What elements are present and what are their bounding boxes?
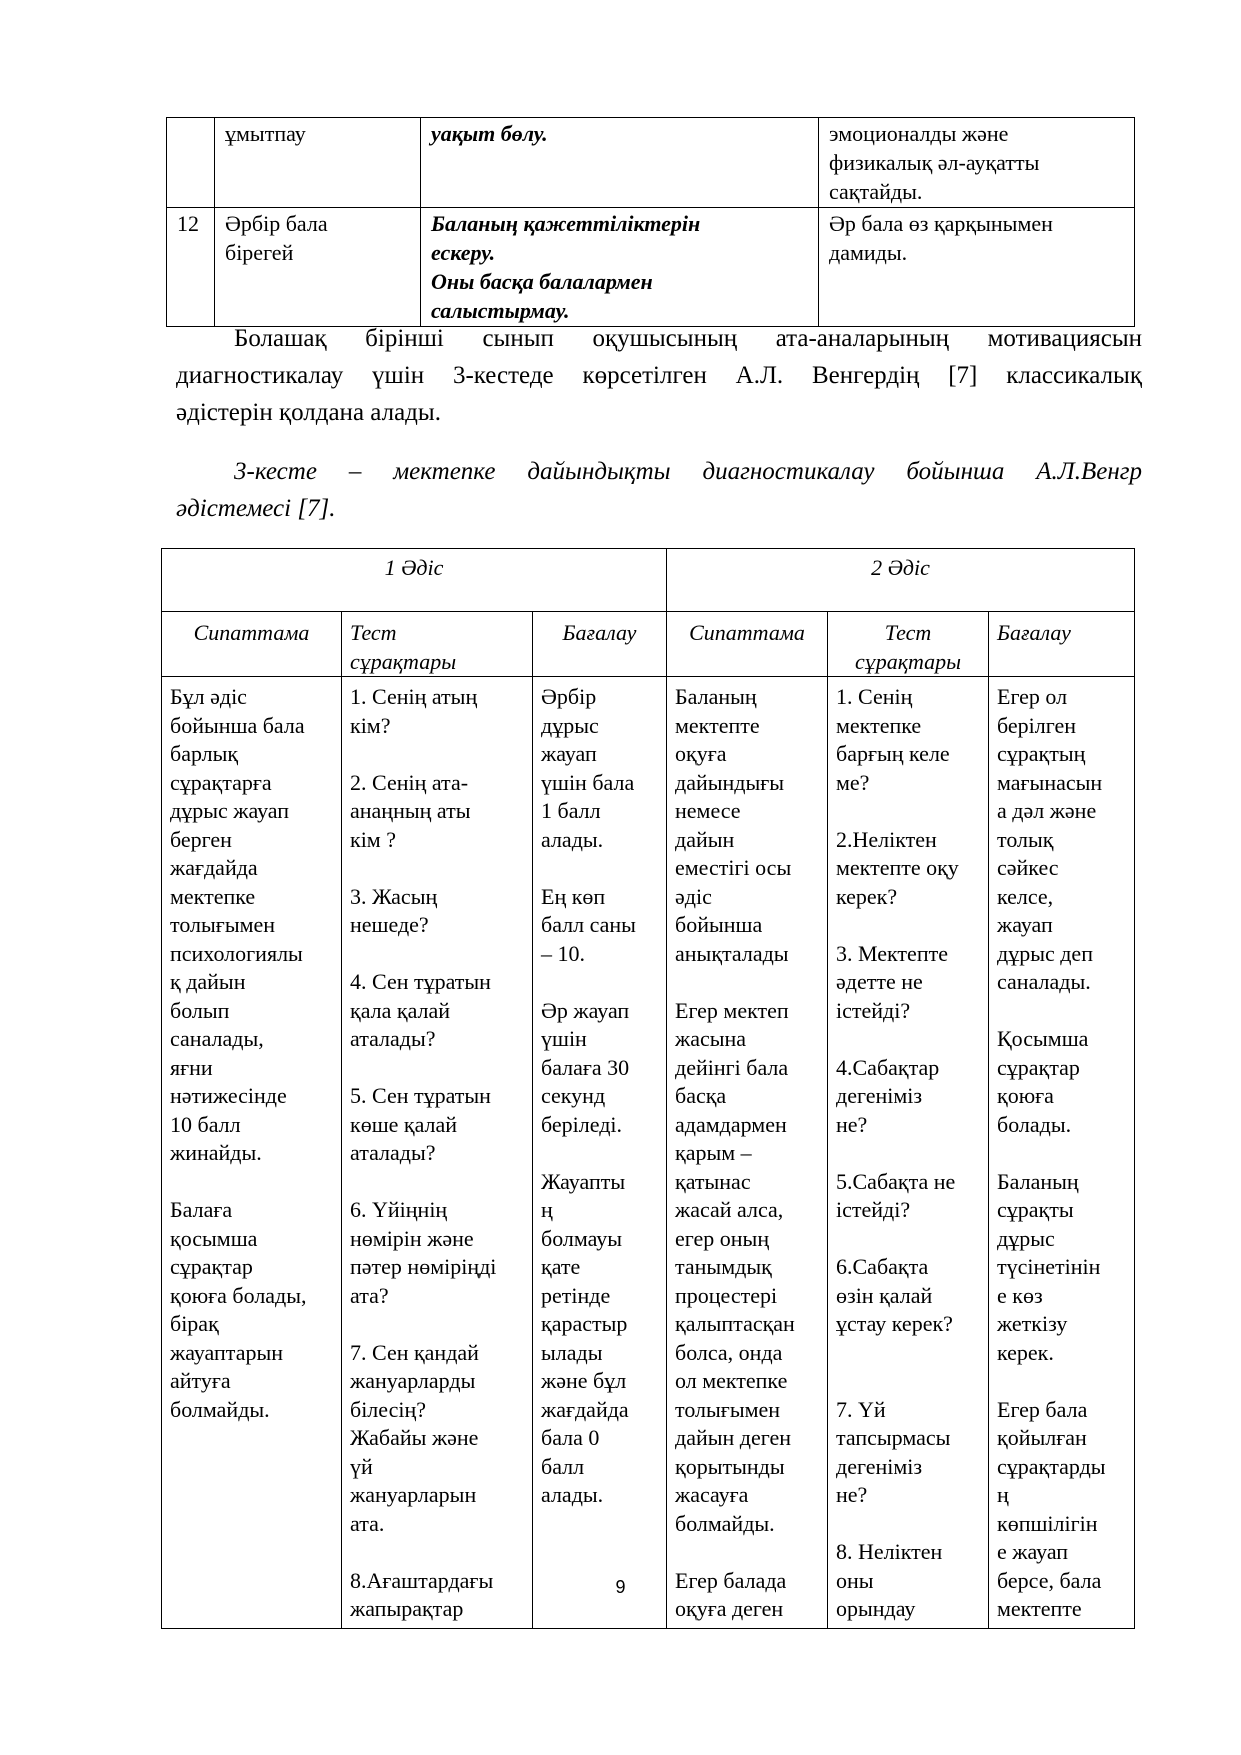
- cell-line: болады.: [997, 1111, 1072, 1137]
- cell-line: [997, 1139, 1126, 1168]
- result-cell: Әр бала өз қарқынымен дамиды.: [819, 208, 1135, 327]
- cell-line: балаға 30: [541, 1054, 630, 1080]
- action-cell: уақыт бөлу.: [421, 118, 819, 208]
- method-2-heading: 2 Әдіс: [667, 549, 1135, 612]
- cell-line: қ дайын: [170, 969, 246, 994]
- cell-line: [675, 968, 819, 997]
- cell-line: ол мектепке: [675, 1368, 788, 1393]
- cell-line: саналады,: [170, 1026, 264, 1051]
- header-row: [162, 612, 1135, 677]
- cell-line: – 10.: [541, 940, 585, 966]
- principle-cell: ұмытпау: [215, 118, 421, 208]
- cell-line: қарастыр: [541, 1311, 628, 1336]
- cell-line: сұрақтың: [997, 741, 1086, 766]
- cell-line: Әр жауап: [541, 997, 630, 1023]
- cell-line: қарым –: [675, 1140, 752, 1165]
- cell-line: 2.Неліктен: [836, 826, 937, 852]
- cell-line: толығымен: [675, 1396, 781, 1422]
- cell-line: Егер бала: [997, 1396, 1088, 1422]
- cell-line: [836, 911, 980, 940]
- cell-line: дұрыс: [997, 1225, 1055, 1251]
- cell-line: Егер балада: [675, 1567, 787, 1593]
- cell-line: [350, 740, 524, 769]
- cell-line: нешеде?: [350, 912, 429, 937]
- cell-line: көпшілігін: [997, 1510, 1098, 1536]
- cell-line: жинайды.: [170, 1140, 262, 1165]
- cell-line: психологиялы: [170, 940, 303, 966]
- cell-line: ме?: [836, 769, 870, 795]
- cell-line: сұрақтар: [997, 1054, 1080, 1080]
- cell-line: көше қалай: [350, 1111, 458, 1137]
- cell-line: бойынша: [675, 912, 763, 937]
- cell-line: Жабайы және: [350, 1425, 479, 1450]
- cell-line: өзін қалай: [836, 1282, 933, 1308]
- cell-line: жасына: [675, 1026, 747, 1051]
- cell-line: Баланың: [997, 1168, 1079, 1194]
- cell-line: Егер мектеп: [675, 997, 789, 1023]
- cell-line: қоюға: [997, 1083, 1054, 1108]
- cell-line: берген: [170, 826, 232, 852]
- cell-line: қойылған: [997, 1425, 1087, 1450]
- cell-line: [836, 1139, 980, 1168]
- cell-line: пәтер нөміріңді: [350, 1254, 497, 1279]
- description-cell: [162, 677, 342, 1629]
- cell-line: үшін: [541, 1026, 587, 1051]
- cell-line: оны: [836, 1567, 874, 1593]
- cell-line: [350, 1310, 524, 1339]
- column-header: Бағалау: [533, 612, 667, 677]
- cell-line: 6.Сабақта: [836, 1254, 929, 1279]
- assessment-cell: [989, 677, 1135, 1629]
- cell-line: берсе, бала: [997, 1567, 1102, 1593]
- cell-line: процестері: [675, 1282, 778, 1308]
- cell-line: үшін бала: [541, 769, 635, 795]
- cell-line: кім?: [350, 712, 391, 738]
- cell-line: болмайды.: [170, 1396, 270, 1422]
- cell-line: егер оның: [675, 1225, 770, 1251]
- cell-line: түсінетінін: [997, 1254, 1101, 1279]
- cell-line: танымдық: [675, 1254, 772, 1279]
- cell-line: қала қалай: [350, 997, 451, 1023]
- cell-line: не?: [836, 1111, 868, 1137]
- cell-line: секунд: [541, 1083, 606, 1108]
- cell-line: қате: [541, 1254, 581, 1279]
- cell-line: сұрақтарды: [997, 1453, 1106, 1479]
- cell-line: әдіс: [675, 883, 712, 909]
- cell-line: Бұл әдіс: [170, 684, 247, 709]
- page-number: 9: [615, 1577, 626, 1597]
- column-header: Тест сұрақтары: [342, 612, 533, 677]
- cell-line: дейінгі бала: [675, 1054, 789, 1080]
- cell-line: Балаға: [170, 1197, 233, 1222]
- cell-line: 8.Ағаштардағы: [350, 1567, 494, 1593]
- cell-line: е көз: [997, 1282, 1043, 1308]
- cell-line: жауап: [997, 912, 1053, 937]
- cell-line: басқа: [675, 1083, 727, 1108]
- cell-line: [350, 1054, 524, 1083]
- cell-line: 7. Үй: [836, 1396, 886, 1422]
- cell-line: жауаптарын: [170, 1339, 284, 1365]
- cell-line: қалыптасқан: [675, 1311, 795, 1336]
- test-questions-cell: [828, 677, 989, 1629]
- cell-line: 1 балл: [541, 798, 601, 823]
- cell-line: Әрбір: [541, 684, 597, 709]
- cell-line: [350, 940, 524, 969]
- cell-line: [997, 997, 1126, 1026]
- cell-line: келсе,: [997, 883, 1054, 909]
- result-cell: эмоционалды және физикалық әл-ауқатты сақтайды.: [819, 118, 1135, 208]
- cell-line: барғың келе: [836, 741, 950, 766]
- principle-cell: Әрбір бала бірегей: [215, 208, 421, 327]
- cell-line: сұрақтар: [170, 1254, 253, 1279]
- cell-line: анаңның аты: [350, 798, 471, 823]
- table-row: [167, 208, 1135, 327]
- cell-line: істейді?: [836, 997, 911, 1023]
- cell-line: [997, 1367, 1126, 1396]
- cell-line: ң: [541, 1197, 553, 1222]
- cell-line: бала 0: [541, 1425, 600, 1450]
- cell-line: және бұл: [541, 1368, 627, 1393]
- cell-line: дайын: [675, 826, 735, 852]
- cell-line: [836, 797, 980, 826]
- body-paragraph: Болашақ бірінші сынып оқушысының ата-аналарының мотивациясын диагностикалау үшін 3-кестеде көрсетілген А.Л. Венгердің [7] классикалық әдістерін қолдана алады.: [176, 325, 1142, 426]
- column-header: Сипаттама: [667, 612, 828, 677]
- cell-line: ылады: [541, 1339, 603, 1365]
- cell-line: [836, 1510, 980, 1539]
- cell-line: 6. Үйіңнің: [350, 1197, 448, 1222]
- cell-line: [541, 1139, 658, 1168]
- cell-line: алады.: [541, 826, 604, 852]
- cell-line: 10 балл: [170, 1111, 241, 1137]
- cell-line: анықталады: [675, 940, 789, 966]
- cell-line: [350, 854, 524, 883]
- cell-line: 1. Сенің атың: [350, 684, 478, 709]
- action-cell: Баланың қажеттіліктерін ескеру. Оны басқа балалармен салыстырмау.: [421, 208, 819, 327]
- cell-line: аталады?: [350, 1026, 436, 1051]
- cell-line: үй: [350, 1453, 373, 1479]
- cell-line: [836, 1225, 980, 1254]
- method-1-heading: 1 Әдіс: [162, 549, 667, 612]
- cell-line: қоюға болады,: [170, 1282, 307, 1308]
- cell-line: беріледі.: [541, 1111, 623, 1137]
- cell-line: дегеніміз: [836, 1453, 923, 1479]
- cell-line: 8. Неліктен: [836, 1539, 943, 1564]
- cell-line: немесе: [675, 798, 741, 823]
- cell-line: болмауы: [541, 1225, 623, 1251]
- cell-line: яғни: [170, 1054, 213, 1080]
- cell-line: а дәл және: [997, 798, 1097, 823]
- cell-line: нәтижесінде: [170, 1083, 287, 1108]
- cell-line: не?: [836, 1482, 868, 1507]
- cell-line: мектепте: [997, 1596, 1082, 1621]
- cell-line: [170, 1168, 333, 1197]
- cell-line: 5. Сен тұратын: [350, 1083, 491, 1108]
- table-row: [167, 118, 1135, 208]
- cell-line: [836, 1025, 980, 1054]
- cell-line: білесің?: [350, 1396, 427, 1422]
- cell-line: жағдайда: [170, 855, 258, 880]
- cell-line: сұрақты: [997, 1197, 1074, 1222]
- cell-line: қорытынды: [675, 1453, 785, 1479]
- cell-line: дұрыс: [541, 712, 599, 738]
- cell-line: әдетте не: [836, 969, 923, 994]
- cell-line: [675, 1538, 819, 1567]
- cell-line: толық: [997, 826, 1054, 852]
- cell-line: [836, 1339, 980, 1368]
- cell-line: 2. Сенің ата-: [350, 769, 469, 795]
- cell-line: айтуға: [170, 1368, 231, 1393]
- cell-line: дегеніміз: [836, 1083, 923, 1108]
- cell-line: ата.: [350, 1510, 385, 1536]
- cell-line: [350, 1168, 524, 1197]
- cell-line: ұстау керек?: [836, 1311, 953, 1336]
- cell-line: саналады.: [997, 969, 1091, 994]
- cell-line: қатынас: [675, 1168, 751, 1194]
- cell-line: аталады?: [350, 1140, 436, 1165]
- cell-line: жасай алса,: [675, 1197, 784, 1222]
- cell-line: мектепте: [675, 712, 760, 738]
- cell-line: мектепте оқу: [836, 855, 959, 880]
- cell-line: алады.: [541, 1482, 604, 1507]
- cell-line: керек.: [997, 1339, 1054, 1365]
- cell-line: бірақ: [170, 1311, 219, 1336]
- cell-line: Қосымша: [997, 1026, 1089, 1051]
- cell-line: ата?: [350, 1282, 389, 1308]
- cell-line: 3. Жасың: [350, 883, 438, 909]
- cell-line: балл саны: [541, 912, 636, 937]
- cell-line: қосымша: [170, 1225, 258, 1251]
- cell-line: [836, 1367, 980, 1396]
- table-row: [162, 677, 1135, 1629]
- cell-line: Ең көп: [541, 883, 606, 909]
- cell-line: болып: [170, 997, 230, 1023]
- cell-line: мектепке: [170, 883, 256, 909]
- cell-line: орындау: [836, 1596, 916, 1621]
- cell-line: 4. Сен тұратын: [350, 969, 491, 994]
- description-cell: [667, 677, 828, 1629]
- cell-line: Баланың: [675, 684, 757, 709]
- cell-line: оқуға деген: [675, 1596, 784, 1621]
- cell-line: дұрыс деп: [997, 940, 1093, 966]
- cell-line: 5.Сабақта не: [836, 1168, 956, 1194]
- column-header: Сипаттама: [162, 612, 342, 677]
- cell-line: керек?: [836, 883, 898, 909]
- test-questions-cell: [342, 677, 533, 1629]
- cell-line: адамдармен: [675, 1111, 787, 1137]
- cell-line: болса, онда: [675, 1339, 783, 1365]
- cell-line: дайын деген: [675, 1425, 792, 1450]
- cell-line: 3. Мектепте: [836, 940, 948, 966]
- cell-line: бойынша бала: [170, 712, 305, 738]
- cell-line: ретінде: [541, 1282, 611, 1308]
- cell-line: жауап: [541, 741, 597, 766]
- venger-methods-table: [161, 548, 1135, 1629]
- cell-line: оқуға: [675, 741, 727, 766]
- continuation-table: [166, 117, 1135, 327]
- column-header: Тест сұрақтары: [828, 612, 989, 677]
- cell-line: 7. Сен қандай: [350, 1339, 479, 1365]
- cell-line: ң: [997, 1482, 1009, 1507]
- cell-line: балл: [541, 1453, 585, 1479]
- cell-line: [541, 854, 658, 883]
- cell-line: [350, 1538, 524, 1567]
- table-caption: 3-кесте – мектепке дайындықты диагностикалау бойынша А.Л.Венгр әдістемесі [7].: [176, 458, 1142, 522]
- cell-line: е жауап: [997, 1539, 1069, 1564]
- cell-line: [541, 968, 658, 997]
- cell-line: жануарларын: [350, 1482, 477, 1507]
- cell-line: сәйкес: [997, 855, 1059, 880]
- row-number: 12: [167, 208, 215, 327]
- cell-line: Егер ол: [997, 684, 1068, 709]
- cell-line: Жауапты: [541, 1168, 626, 1194]
- cell-line: нөмірін және: [350, 1225, 474, 1251]
- cell-line: дұрыс жауап: [170, 798, 290, 823]
- cell-line: 1. Сенің: [836, 684, 913, 709]
- cell-line: жануарларды: [350, 1368, 476, 1393]
- cell-line: жеткізу: [997, 1311, 1068, 1336]
- cell-line: сұрақтарға: [170, 769, 272, 795]
- cell-line: дайындығы: [675, 769, 785, 795]
- cell-line: істейді?: [836, 1197, 911, 1222]
- cell-line: мағынасын: [997, 769, 1103, 795]
- cell-line: мектепке: [836, 712, 922, 738]
- cell-line: тапсырмасы: [836, 1425, 951, 1450]
- cell-line: еместігі осы: [675, 855, 792, 880]
- cell-line: жасауға: [675, 1482, 749, 1507]
- column-header: Бағалау: [989, 612, 1135, 677]
- cell-line: жапырақтар: [350, 1596, 464, 1621]
- cell-line: кім ?: [350, 826, 396, 852]
- cell-line: берілген: [997, 712, 1077, 738]
- cell-line: болмайды.: [675, 1510, 775, 1536]
- cell-line: барлық: [170, 741, 239, 766]
- assessment-cell: [533, 677, 667, 1629]
- cell-line: жағдайда: [541, 1396, 629, 1422]
- cell-line: 4.Сабақтар: [836, 1054, 940, 1080]
- cell-line: толығымен: [170, 912, 276, 937]
- row-number: [167, 118, 215, 208]
